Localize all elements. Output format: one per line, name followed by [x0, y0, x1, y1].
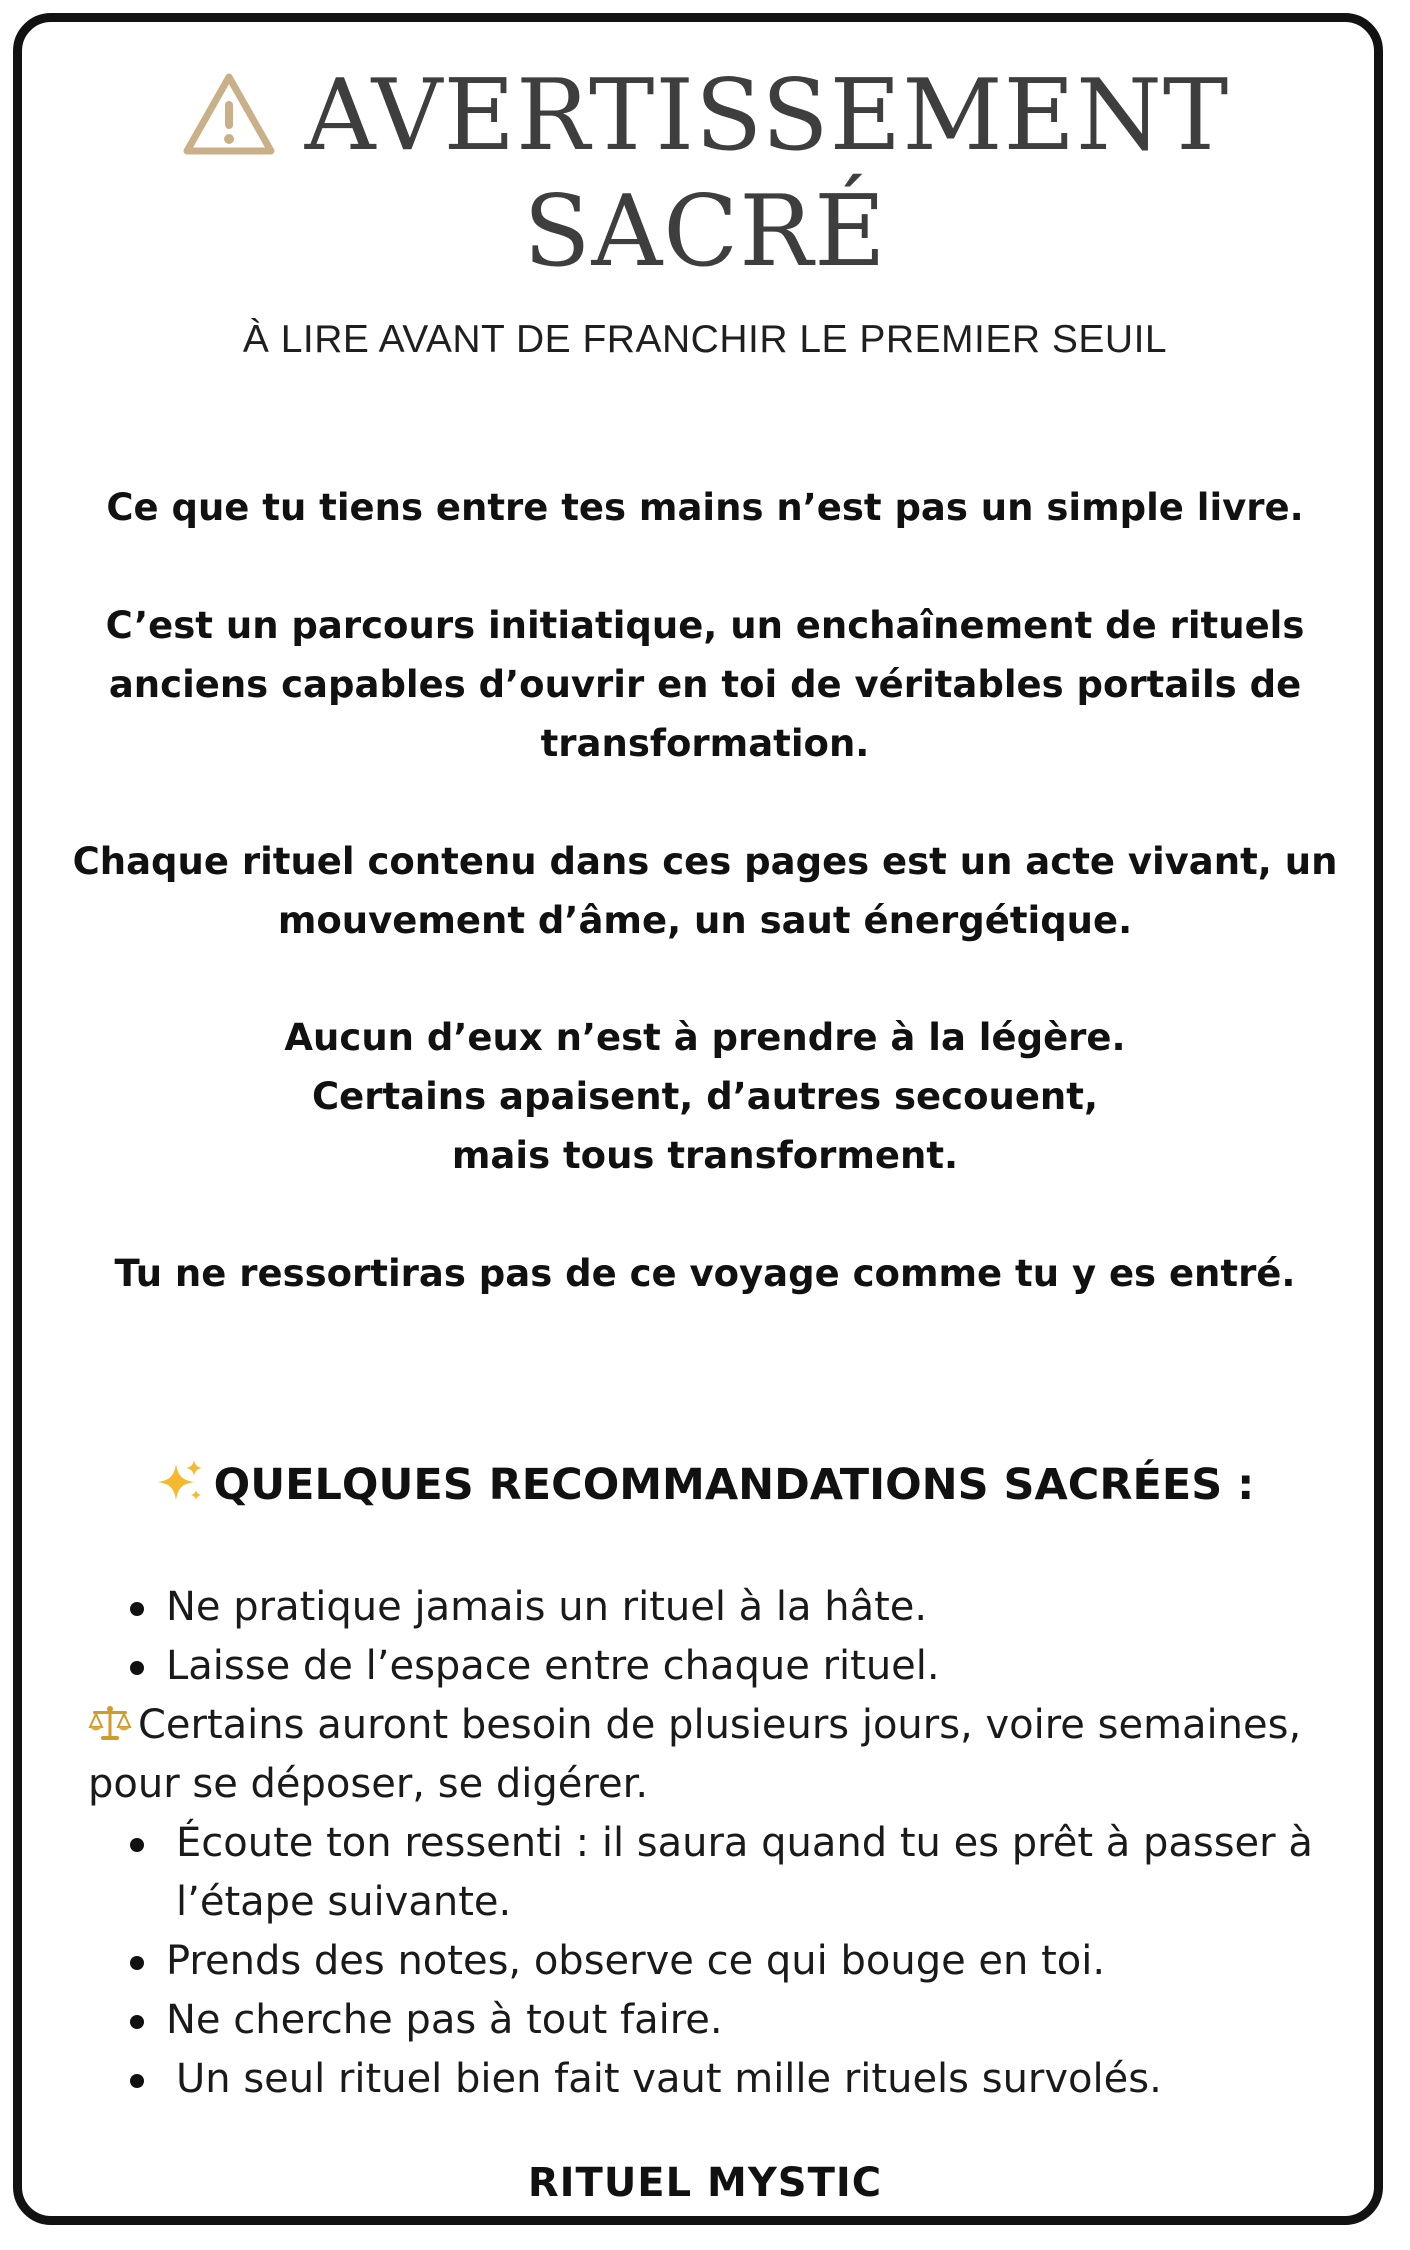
title-text-1: AVERTISSEMENT — [304, 59, 1230, 173]
recommendations-heading-text: QUELQUES RECOMMANDATIONS SACRÉES : — [213, 1460, 1255, 1510]
recommendation-note — [88, 1696, 1340, 1814]
list-item: Ne cherche pas à tout faire. — [166, 1991, 1340, 2050]
intro-line: C’est un parcours initiatique, un enchaînement de rituels — [105, 604, 1305, 647]
list-item: Ne pratique jamais un rituel à la hâte. — [166, 1578, 1340, 1637]
intro-line: anciens capables d’ouvrir en toi de véritables portails de — [108, 663, 1302, 706]
recommendations-list-top — [90, 1578, 1340, 1696]
list-item: Un seul rituel bien fait vaut mille rituels survolés. — [166, 2050, 1340, 2109]
warning-icon — [181, 71, 277, 157]
intro-line: mais tous transforment. — [451, 1134, 959, 1177]
intro-paragraph-3 — [60, 832, 1350, 950]
note-text-1: Certains auront besoin de plusieurs jours, voire semaines, — [138, 1702, 1302, 1748]
title-line-2: SACRÉ — [523, 175, 887, 289]
recommendations-list — [90, 1578, 1340, 2109]
list-item: Écoute ton ressenti : il saura quand tu es prêt à passer à l’étape suivante. — [166, 1814, 1340, 1932]
intro-line: Certains apaisent, d’autres secouent, — [311, 1075, 1099, 1118]
list-item: Prends des notes, observe ce qui bouge en toi. — [166, 1932, 1340, 1991]
intro-line: Chaque rituel contenu dans ces pages est un acte vivant, un — [72, 840, 1338, 883]
intro-paragraph-5 — [60, 1244, 1350, 1303]
balance-scale-icon — [88, 1703, 132, 1743]
note-text-2: pour se déposer, se digérer. — [88, 1761, 649, 1807]
intro-line: Aucun d’eux n’est à prendre à la légère. — [284, 1016, 1126, 1059]
title-line-1 — [0, 58, 1410, 174]
subtitle: À LIRE AVANT DE FRANCHIR LE PREMIER SEUIL — [242, 318, 1168, 361]
page-title — [0, 58, 1410, 290]
sparkles-icon — [156, 1458, 204, 1506]
recommendations-list-bottom — [90, 1814, 1340, 2109]
intro-line: Ce que tu tiens entre tes mains n’est pas un simple livre. — [106, 486, 1304, 529]
intro-paragraph-2 — [60, 596, 1350, 773]
list-item: Laisse de l’espace entre chaque rituel. — [166, 1637, 1340, 1696]
recommendations-heading — [0, 1460, 1410, 1512]
brand-footer: RITUEL MYSTIC — [527, 2160, 883, 2206]
intro-line: mouvement d’âme, un saut énergétique. — [277, 899, 1133, 942]
intro-line: transformation. — [540, 722, 870, 765]
note-line — [88, 1696, 1340, 1755]
intro-line: Tu ne ressortiras pas de ce voyage comme tu y es entré. — [114, 1252, 1296, 1295]
intro-paragraph-1 — [60, 478, 1350, 537]
intro-paragraph-4 — [60, 1008, 1350, 1185]
